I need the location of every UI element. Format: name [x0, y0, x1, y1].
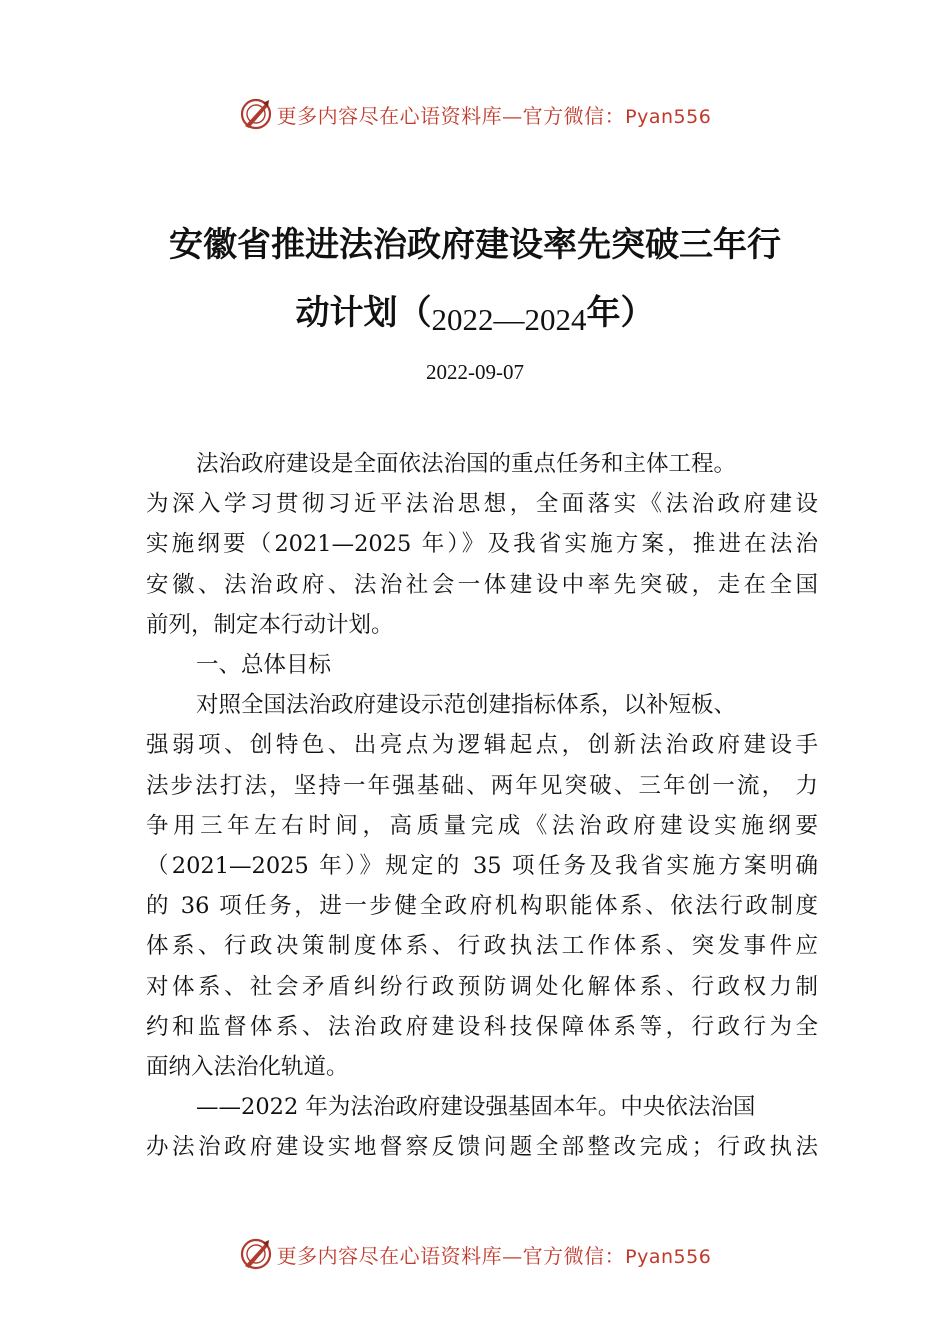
body-line: 实施纲要（2021—2025 年）》及我省实施方案，推进在法治 — [146, 531, 818, 558]
body-line: 前列，制定本行动计划。 — [146, 611, 394, 638]
body-line: 约和监督体系、法治政府建设科技保障体系等，行政行为全 — [146, 1013, 818, 1040]
watermark-banner-bottom — [0, 1234, 950, 1274]
watermark-text: 更多内容尽在心语资料库—官方微信：Pyan556 — [276, 1243, 712, 1268]
body-line: ——2022 年为法治政府建设强基固本年。中央依法治国 — [196, 1094, 756, 1121]
body-line: 面纳入法治化轨道。 — [146, 1054, 349, 1081]
document-body — [146, 444, 818, 1168]
body-line: 的 36 项任务，进一步健全政府机构职能体系、依法行政制度 — [146, 893, 818, 920]
brush-logo-icon — [239, 97, 273, 131]
watermark-text: 更多内容尽在心语资料库—官方微信：Pyan556 — [276, 103, 712, 128]
body-line: 争用三年左右时间，高质量完成《法治政府建设实施纲要 — [146, 812, 818, 839]
brush-logo-icon — [239, 1237, 273, 1271]
body-line: 体系、行政决策制度体系、行政执法工作体系、突发事件应 — [146, 933, 818, 960]
section-heading: 一、总体目标 — [196, 652, 332, 679]
body-line: 办法治政府建设实地督察反馈问题全部整改完成；行政执法 — [146, 1134, 818, 1161]
body-line: 安徽、法治政府、法治社会一体建设中率先突破，走在全国 — [146, 571, 818, 598]
body-line: 对体系、社会矛盾纠纷行政预防调处化解体系、行政权力制 — [146, 973, 818, 1000]
watermark-banner-top — [0, 94, 950, 134]
body-line: 强弱项、创特色、出亮点为逻辑起点，创新法治政府建设手 — [146, 732, 818, 759]
document-date: 2022-09-07 — [426, 360, 524, 384]
body-line: 为深入学习贯彻习近平法治思想，全面落实《法治政府建设 — [146, 491, 818, 518]
document-title-line2: 动计划（2022—2024年） — [295, 293, 655, 337]
document-title-line1: 安徽省推进法治政府建设率先突破三年行 — [169, 225, 781, 265]
body-line: 法步法打法，坚持一年强基础、两年见突破、三年创一流， 力 — [146, 772, 818, 799]
body-line: 对照全国法治政府建设示范创建指标体系，以补短板、 — [196, 692, 737, 719]
body-line: 法治政府建设是全面依法治国的重点任务和主体工程。 — [196, 451, 737, 477]
body-line: （2021—2025 年）》规定的 35 项任务及我省实施方案明确 — [146, 853, 818, 880]
